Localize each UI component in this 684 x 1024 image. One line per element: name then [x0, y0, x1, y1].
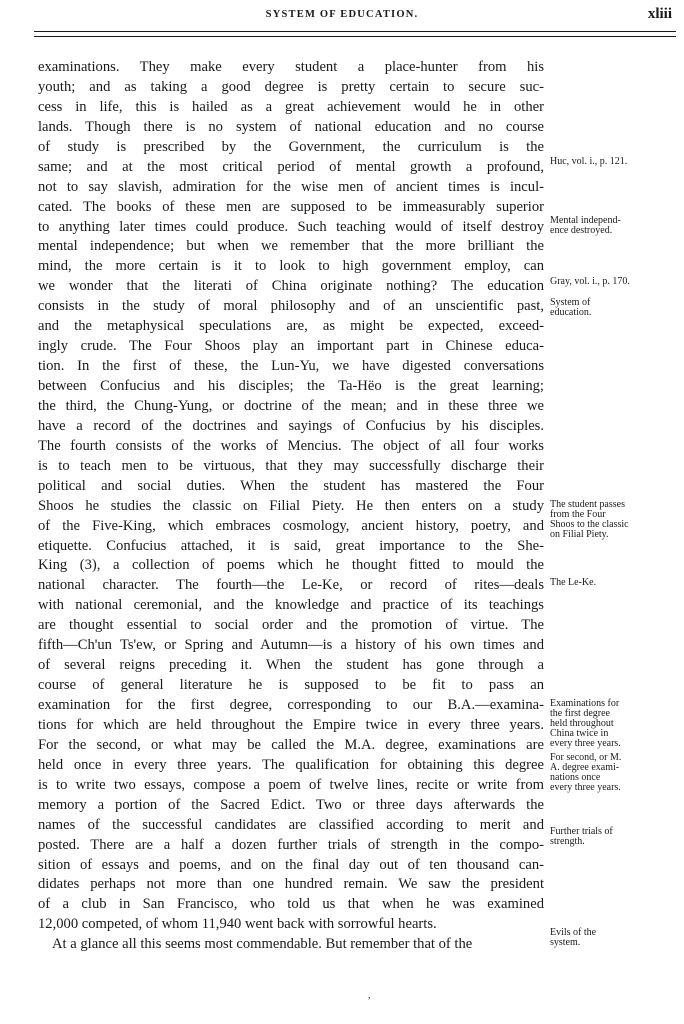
text-line: etiquette. Confucius attached, it is said, great importance to the She- — [38, 537, 544, 554]
text-line: cated. The books of these men are supposed to be immeasurably superior — [38, 198, 544, 215]
text-line: the third, the Chung-Yung, or doctrine of the mean; and in these three we — [38, 397, 544, 414]
text-line: with national ceremonial, and the knowledge and practice of its teachings — [38, 597, 544, 614]
margin-note-system: System of education. — [550, 297, 592, 318]
text-line: and the metaphysical speculations are, as might be expected, exceed- — [38, 318, 544, 335]
text-line: political and social duties. When the student has mastered the Four — [38, 477, 544, 494]
text-line: sition of essays and poems, and on the final day out of ten thousand can- — [38, 856, 544, 873]
text-line: national character. The fourth—the Le-Ke, or record of rites—deals — [38, 577, 544, 594]
text-line: between Confucius and his disciples; the Ta-Hëo is the great learning; — [38, 378, 544, 394]
text-line: Shoos he studies the classic on Filial Piety. He then enters on a study — [38, 497, 544, 514]
text-line: of study is prescribed by the Government, the curriculum is the — [38, 138, 544, 155]
text-line: youth; and as taking a good degree is pretty certain to secure suc- — [38, 78, 544, 95]
margin-note-le-ke: The Le-Ke. — [550, 577, 597, 588]
text-line: is to write two essays, compose a poem of twelve lines, recite or write from — [38, 776, 544, 793]
text-line: of a club in San Francisco, who told us that when he was examined — [38, 896, 544, 913]
page-title: SYSTEM OF EDUCATION. — [265, 9, 419, 20]
text-line: The fourth consists of the works of Mencius. The object of all four works — [38, 437, 544, 454]
text-line: mind, the more certain is it to look to high government employ, can — [38, 258, 544, 275]
text-line: didates perhaps not more than one hundred remain. We saw the president — [38, 876, 544, 893]
margin-note-gray: Gray, vol. i., p. 170. — [550, 276, 630, 287]
text-line: At a glance all this seems most commendable. But remember that of the — [52, 936, 473, 953]
text-line: examinations. They make every student a place-hunter from his — [38, 59, 544, 75]
text-line: are thought essential to social order and the promotion of virtue. The — [38, 617, 544, 634]
text-line: consists in the study of moral philosophy and of an unscientific past, — [38, 298, 544, 315]
margin-note-mental-independence: Mental independ- ence destroyed. — [550, 215, 621, 236]
text-line: of the Five-King, which embraces cosmology, ancient history, poetry, and — [38, 517, 544, 534]
text-line: of several reigns preceding it. When the student has gone through a — [38, 657, 544, 674]
header-rule-thin — [34, 36, 676, 37]
text-line: tion. In the first of these, the Lun-Yu, we have digested conversations — [38, 358, 544, 375]
margin-note-second-degree: For second, or M. A. degree exami- nations once every three years. — [550, 752, 622, 793]
page-number: xliii — [647, 6, 672, 22]
text-line: fifth—Ch'un Ts'ew, or Spring and Autumn—is a history of his own times and — [38, 637, 544, 654]
text-line: is to teach men to be virtuous, that they may successfully discharge their — [38, 457, 544, 474]
margin-note-evils: Evils of the system. — [550, 927, 597, 948]
text-line: ingly crude. The Four Shoos play an important part in Chinese educa- — [38, 338, 544, 355]
text-line: same; and at the most critical period of mental growth a profound, — [38, 158, 544, 175]
text-line: held once in every three years. The qualification for obtaining this degree — [38, 756, 544, 773]
text-line: not to say slavish, admiration for the wise men of ancient times is incul- — [38, 178, 544, 195]
header-rule-thick — [34, 31, 676, 32]
text-line: tions for which are held throughout the Empire twice in every three years. — [38, 716, 544, 733]
text-line: names of the successful candidates are classified according to merit and — [38, 816, 544, 833]
text-line: course of general literature he is supposed to be fit to pass an — [38, 677, 544, 694]
body-text — [38, 58, 544, 955]
text-line: examination for the first degree, corresponding to our B.A.—examina- — [38, 697, 544, 713]
text-line: have a record of the doctrines and sayings of Confucius by his disciples. — [38, 417, 544, 434]
text-line: mental independence; but when we remember that the more brilliant the — [38, 238, 544, 255]
text-line: we wonder that the literati of China originate nothing? The education — [38, 278, 544, 295]
text-line: For the second, or what may be called the M.A. degree, examinations are — [38, 736, 544, 753]
margin-note-filial-piety: The student passes from the Four Shoos to the classic on Filial Piety. — [550, 499, 629, 540]
text-line: posted. There are a half a dozen further trials of strength in the compo- — [38, 836, 544, 853]
running-head — [0, 8, 684, 24]
margin-note-huc: Huc, vol. i., p. 121. — [550, 156, 628, 167]
text-line: lands. Though there is no system of national education and no course — [38, 118, 544, 135]
margin-note-further-trials: Further trials of strength. — [550, 826, 613, 847]
text-line: 12,000 competed, of whom 11,940 went back with sorrowful hearts. — [38, 916, 437, 933]
text-line: memory a portion of the Sacred Edict. Two or three days afterwards the — [38, 796, 544, 813]
text-line: to anything later times could produce. Such teaching would of itself destroy — [38, 218, 544, 235]
text-line: King (3), a collection of poems which he thought fitted to mould the — [38, 557, 544, 574]
stray-ink-mark: , — [368, 990, 371, 1001]
margin-note-first-degree: Examinations for the first degree held throughout China twice in every three years. — [550, 698, 621, 749]
text-line: cess in life, this is hailed as a great achievement would he in other — [38, 98, 544, 115]
